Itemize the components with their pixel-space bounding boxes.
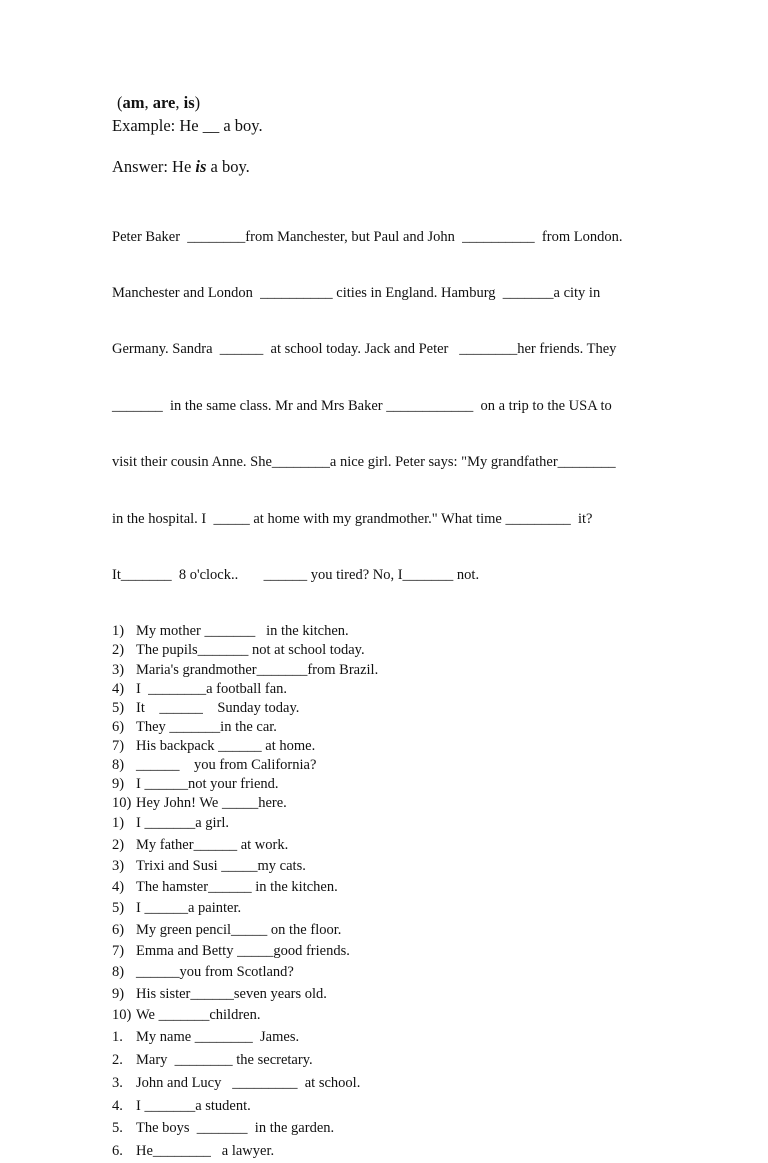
item-number: 7) [112, 943, 125, 960]
list-item [112, 856, 652, 877]
list-item [112, 1005, 652, 1026]
item-text: Trixi and Susi _____my cats. [136, 857, 306, 874]
list-item [112, 680, 652, 699]
item-text: Mary ________ the secretary. [136, 1052, 313, 1069]
paragraph-line: _______ in the same class. Mr and Mrs Baker ____________ on a trip to the USA to [112, 397, 612, 414]
item-text: I _______a girl. [136, 815, 230, 832]
item-number: 4) [112, 680, 125, 697]
list-item [112, 898, 652, 919]
list-item [112, 941, 652, 962]
item-number: 1) [112, 815, 125, 832]
list-item [112, 877, 652, 898]
item-text: I ________a football fan. [136, 680, 288, 697]
item-number: 9) [112, 776, 125, 793]
item-text: My father______ at work. [136, 836, 289, 853]
answer-word: is [195, 157, 207, 176]
list-item [112, 813, 652, 834]
item-number: 8) [112, 756, 125, 773]
item-number: 2. [112, 1052, 123, 1069]
paragraph-line: visit their cousin Anne. She________a nice girl. Peter says: "My grandfather________ [112, 454, 616, 471]
item-text: I _______a student. [136, 1097, 251, 1114]
item-number: 5) [112, 699, 125, 716]
item-text: Emma and Betty _____good friends. [136, 943, 350, 960]
item-number: 9) [112, 985, 125, 1002]
list-item [112, 1049, 652, 1072]
list-item [112, 661, 652, 680]
list-item [112, 920, 652, 941]
item-text: ______you from Scotland? [136, 964, 294, 981]
choice-is: is [183, 93, 195, 112]
choice-am: am [122, 93, 145, 112]
item-text: My mother _______ in the kitchen. [136, 623, 349, 640]
item-text: I ______not your friend. [136, 776, 279, 793]
item-number: 6) [112, 921, 125, 938]
list-item [112, 1095, 652, 1118]
list-item [112, 984, 652, 1005]
item-text: He________ a lawyer. [136, 1143, 275, 1160]
item-number: 10) [112, 795, 132, 812]
list-item [112, 775, 652, 794]
list-item [112, 1140, 652, 1163]
item-text: His backpack ______ at home. [136, 737, 316, 754]
item-text: It ______ Sunday today. [136, 699, 300, 716]
paragraph-line: Peter Baker ________from Manchester, but Paul and John __________ from London. [112, 228, 623, 245]
list-item [112, 962, 652, 983]
item-number: 1) [112, 623, 125, 640]
list-item [112, 1026, 652, 1049]
item-number: 5. [112, 1120, 123, 1137]
item-number: 5) [112, 900, 125, 917]
item-number: 7) [112, 737, 125, 754]
item-text: We _______children. [136, 1006, 261, 1023]
item-number: 3. [112, 1074, 123, 1091]
paren-open: ( [117, 93, 123, 112]
item-number: 6. [112, 1143, 123, 1160]
answer-suffix: a boy. [206, 157, 250, 176]
item-text: Maria's grandmother_______from Brazil. [136, 661, 379, 678]
exercise-list-1 [112, 622, 652, 813]
list-item [112, 718, 652, 737]
item-text: I ______a painter. [136, 900, 242, 917]
item-number: 1. [112, 1029, 123, 1046]
word-choices [112, 93, 200, 112]
item-text: The boys _______ in the garden. [136, 1120, 335, 1137]
list-item [112, 1117, 652, 1140]
item-number: 3) [112, 857, 125, 874]
example-line: Example: He __ a boy. [112, 116, 263, 135]
item-number: 6) [112, 718, 125, 735]
exercise-list-2 [112, 813, 652, 1026]
item-text: His sister______seven years old. [136, 985, 327, 1002]
item-number: 4) [112, 879, 125, 896]
item-text: ______ you from California? [136, 756, 317, 773]
item-text: They _______in the car. [136, 718, 277, 735]
list-item [112, 699, 652, 718]
item-number: 4. [112, 1097, 123, 1114]
worksheet [112, 92, 652, 1163]
item-number: 3) [112, 661, 125, 678]
item-text: John and Lucy _________ at school. [136, 1074, 361, 1091]
exercise-list-3 [112, 1026, 652, 1163]
choice-are: are [152, 93, 176, 112]
separator: , [175, 93, 184, 112]
item-number: 2) [112, 836, 125, 853]
item-text: My name ________ James. [136, 1029, 300, 1046]
item-text: Hey John! We _____here. [136, 795, 287, 812]
list-item [112, 794, 652, 813]
item-number: 2) [112, 642, 125, 659]
item-text: The pupils_______ not at school today. [136, 642, 365, 659]
story-paragraph [112, 190, 652, 622]
paragraph-line: in the hospital. I _____ at home with my grandmother." What time _________ it? [112, 510, 593, 527]
item-text: The hamster______ in the kitchen. [136, 879, 338, 896]
item-number: 10) [112, 1006, 132, 1023]
paragraph-line: It_______ 8 o'clock.. ______ you tired? No, I_______ not. [112, 566, 480, 583]
item-text: My green pencil_____ on the floor. [136, 921, 342, 938]
list-item [112, 737, 652, 756]
answer-line [112, 156, 652, 178]
list-item [112, 1072, 652, 1095]
list-item [112, 622, 652, 641]
list-item [112, 835, 652, 856]
paragraph-line: Manchester and London __________ cities in England. Hamburg _______a city in [112, 284, 601, 301]
paragraph-line: Germany. Sandra ______ at school today. Jack and Peter ________her friends. They [112, 341, 617, 358]
separator: , [144, 93, 153, 112]
item-number: 8) [112, 964, 125, 981]
paren-close: ) [194, 93, 201, 112]
word-choices-header [112, 92, 652, 114]
answer-prefix: Answer: He [112, 157, 196, 176]
list-item [112, 641, 652, 660]
list-item [112, 756, 652, 775]
